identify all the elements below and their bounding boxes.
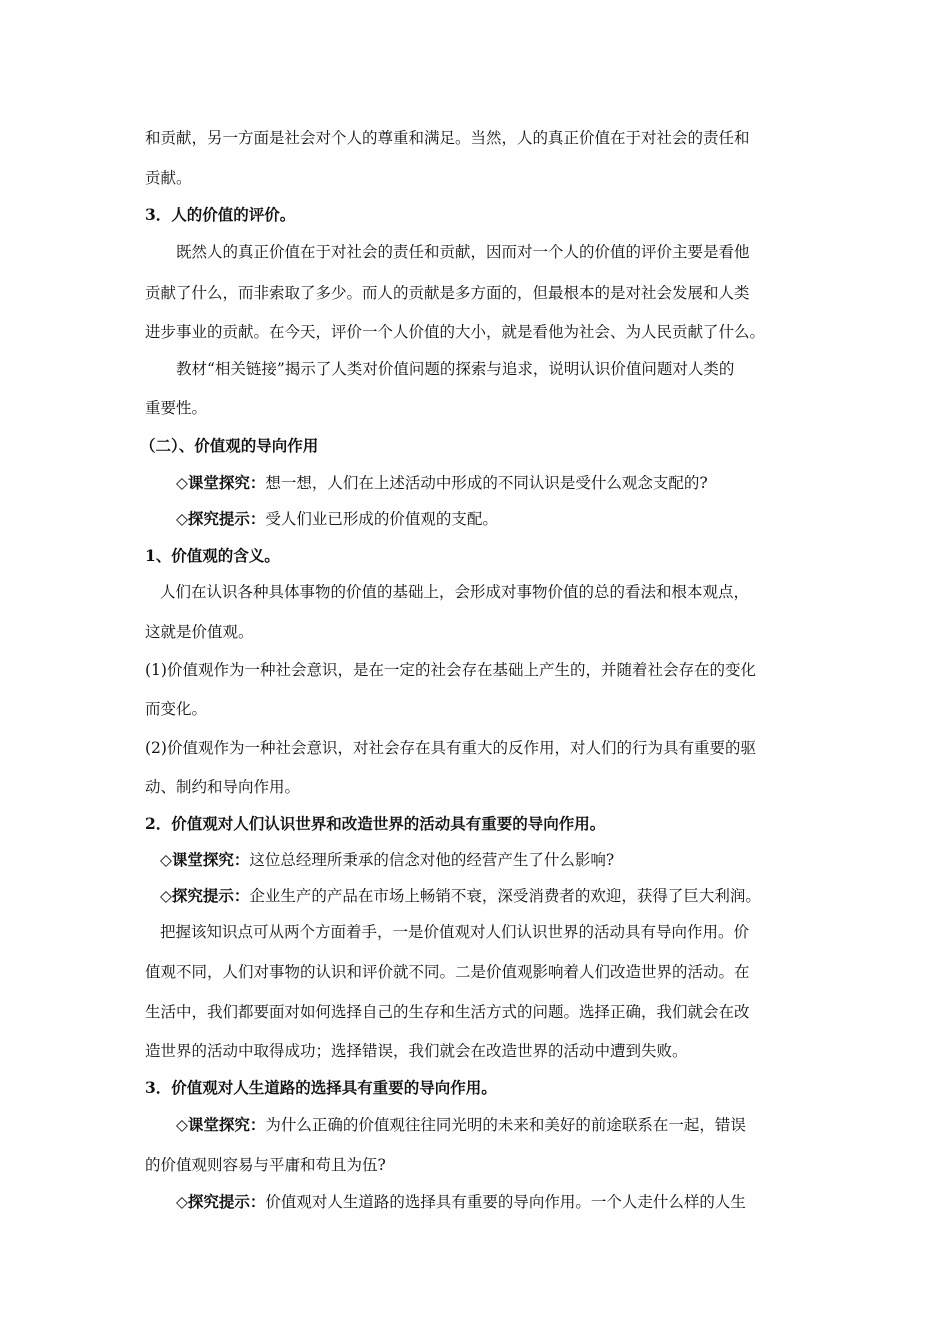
hint-text: 受人们业已形成的价值观的支配。: [265, 510, 498, 528]
paragraph-line: (2)价值观作为一种社会意识，对社会存在具有重大的反作用，对人们的行为具有重要的驱: [145, 739, 756, 757]
hint-label: ◇探究提示：: [176, 1192, 266, 1211]
inquiry-line: [160, 850, 830, 870]
paragraph-line: 既然人的真正价值在于对社会的责任和贡献，因而对一个人的价值的评价主要是看他: [176, 243, 750, 261]
paragraph-line: 重要性。: [145, 399, 208, 417]
paragraph-line: 贡献了什么，而非索取了多少。而人的贡献是多方面的，但最根本的是对社会发展和人类: [145, 284, 750, 302]
hint-label: ◇探究提示：: [176, 509, 266, 528]
hint-label: ◇探究提示：: [160, 886, 250, 905]
inquiry-line: [176, 1115, 846, 1135]
inquiry-label: ◇课堂探究：: [176, 1115, 266, 1134]
inquiry-text: 为什么正确的价值观往往同光明的未来和美好的前途联系在一起，错误: [265, 1116, 746, 1134]
paragraph-line: 贡献。: [145, 169, 192, 187]
paragraph-line: 进步事业的贡献。在今天，评价一个人价值的大小，就是看他为社会、为人民贡献了什么。: [145, 323, 766, 341]
hint-line: [176, 1192, 846, 1212]
section-heading: 3．价值观对人生道路的选择具有重要的导向作用。: [145, 1078, 497, 1097]
inquiry-label: ◇课堂探究：: [176, 473, 266, 492]
section-heading: 1、价值观的含义。: [145, 546, 280, 565]
section-heading: 3．人的价值的评价。: [145, 205, 296, 224]
paragraph-line: 造世界的活动中取得成功；选择错误，我们就会在改造世界的活动中遭到失败。: [145, 1042, 688, 1060]
hint-text: 企业生产的产品在市场上畅销不衰，深受消费者的欢迎，获得了巨大利润。: [249, 887, 761, 905]
paragraph-line: 人们在认识各种具体事物的价值的基础上，会形成对事物价值的总的看法和根本观点，: [160, 583, 750, 601]
hint-text: 价值观对人生道路的选择具有重要的导向作用。一个人走什么样的人生: [265, 1193, 746, 1211]
paragraph-line: 和贡献，另一方面是社会对个人的尊重和满足。当然，人的真正价值在于对社会的责任和: [145, 129, 750, 147]
paragraph-line: 这就是价值观。: [145, 623, 254, 641]
section-heading: 2．价值观对人们认识世界和改造世界的活动具有重要的导向作用。: [145, 814, 606, 833]
inquiry-text: 想一想，人们在上述活动中形成的不同认识是受什么观念支配的?: [265, 474, 708, 492]
inquiry-text: 这位总经理所秉承的信念对他的经营产生了什么影响?: [249, 851, 615, 869]
inquiry-label: ◇课堂探究：: [160, 850, 250, 869]
paragraph-line: 的价值观则容易与平庸和苟且为伍?: [145, 1156, 386, 1174]
hint-line: [160, 886, 830, 906]
paragraph-line: 值观不同，人们对事物的认识和评价就不同。二是价值观影响着人们改造世界的活动。在: [145, 963, 750, 981]
hint-line: [176, 509, 846, 529]
section-heading: （二）、价值观的导向作用: [140, 436, 319, 455]
paragraph-line: 动、制约和导向作用。: [145, 778, 301, 796]
paragraph-line: 把握该知识点可从两个方面着手，一是价值观对人们认识世界的活动具有导向作用。价: [160, 923, 750, 941]
paragraph-line: 生活中，我们都要面对如何选择自己的生存和生活方式的问题。选择正确，我们就会在改: [145, 1003, 750, 1021]
inquiry-line: [176, 473, 846, 493]
paragraph-line: (1)价值观作为一种社会意识，是在一定的社会存在基础上产生的，并随着社会存在的变化: [145, 661, 756, 679]
paragraph-line: 而变化。: [145, 700, 208, 718]
paragraph-line: 教材“相关链接”揭示了人类对价值问题的探索与追求，说明认识价值问题对人类的: [176, 360, 735, 378]
